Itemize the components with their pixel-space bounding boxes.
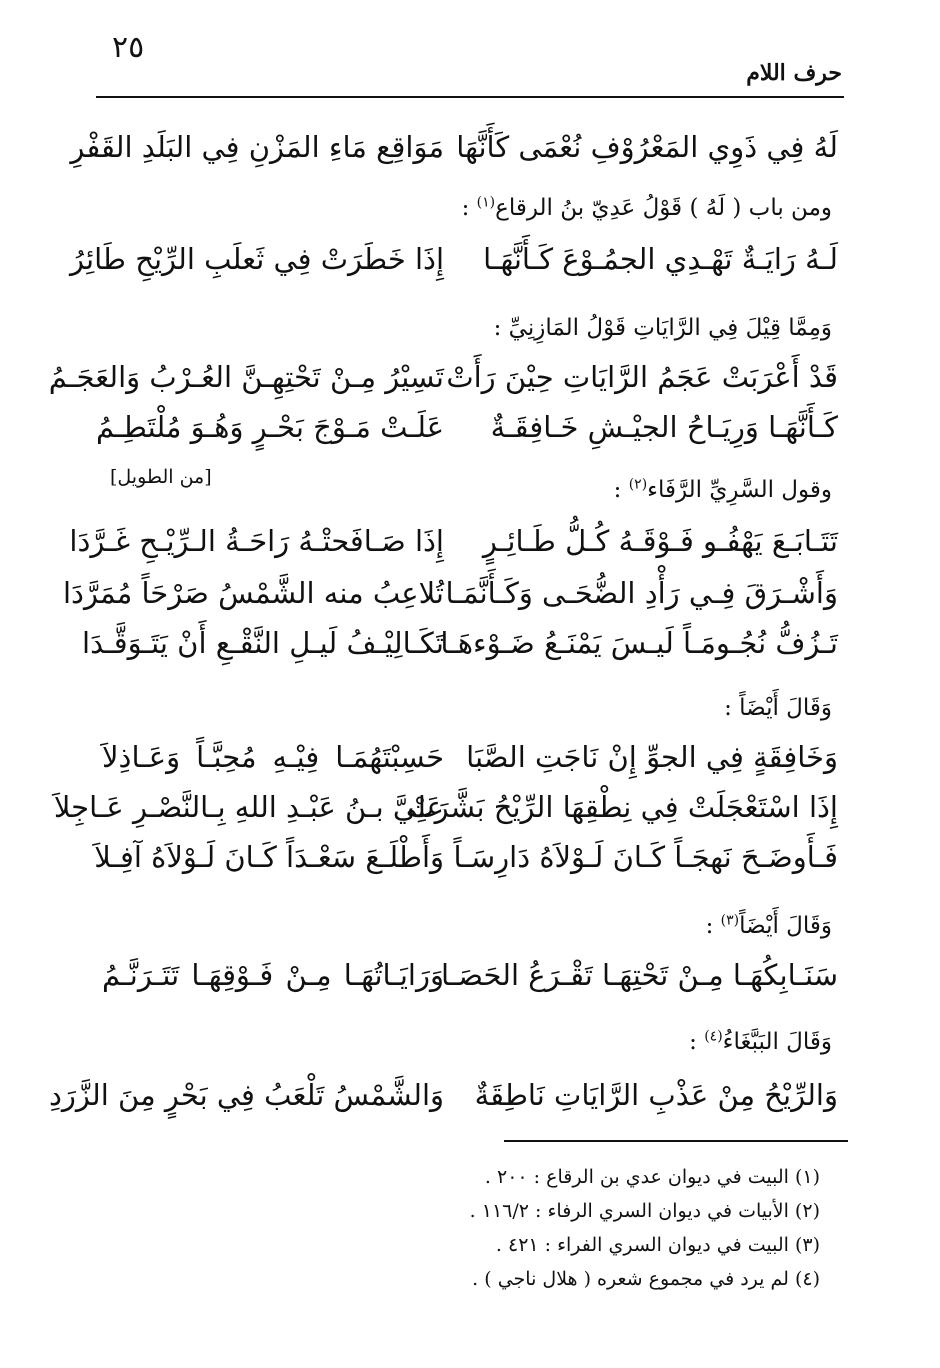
intro-text: وَمِمَّا قِيْلَ فِي الرَّايَاتِ قَوْلُ المَازِنِيِّ : [493,315,832,341]
verse-second-hemistich: تُلاعِبُ منه الشَّمْسُ صَرْحَاً مُمَرَّدَا [62,576,444,610]
footnote-marker: (١) [476,194,496,211]
intro-colon: : [461,195,477,221]
verse-first-hemistich: وَأَشْـرَقَ فِـي رَأْدِ الضُّحَـى وَكَـأَنَّمَـا [445,576,838,610]
verse-second-hemistich: وَالشَّمْسُ تَلْعَبُ فِي بَحْرٍ مِنَ الزَّرَدِ [49,1078,444,1112]
verse-line [96,950,844,1000]
intro-text: وَقَالَ البَبَّغَاءُ [722,1029,832,1055]
verse-second-hemistich: مَوَاقِع مَاءِ المَزْنِ فِي البَلَدِ القَفْرِ [70,130,444,164]
intro-text: وقول السَّرِيِّ الرَّفَاء [647,477,832,503]
intro-text: وَقَالَ أَيْضَاً [739,913,832,939]
intro-colon: : [613,477,629,503]
verse-line [82,618,844,668]
verse-first-hemistich: لَـهُ رَايَـةٌ تَهْـدِي الجمُـوْعَ كَـأَنَّهَـا [483,242,838,276]
verse-first-hemistich: إِذَا اسْتَعْجَلَتْ فِي نِطْقِهَا الرِّيْحُ بَشَّرَتْ [407,790,838,824]
verse-first-hemistich: لَهُ فِي ذَوِي المَعْرُوْفِ نُعْمَى كَأَنَّهَا [456,130,838,164]
verse-first-hemistich: تَـزُفُّ نُجُـومَـاً لَيـسَ يَمْنَـعُ ضَـوْءهَـا [440,626,838,660]
intro-colon: : [705,913,721,939]
footnote: (٣) البيت في ديوان السري الفراء : ٤٢١ . [495,1234,820,1256]
verse-first-hemistich: تَتَـابَـعَ يَهْفُـو فَـوْقَـهُ كُـلُّ طَـائِـرٍ [482,524,838,558]
header-divider [96,96,844,98]
verse-second-hemistich: عَلَـتْ مَـوْجَ بَحْـرٍ وَهُـوَ مُلْتَطِـمُ [95,410,444,444]
verse-line [48,352,844,402]
intro-text: وَقَالَ أَيْضَاً : [724,695,832,721]
verse-line [96,732,844,782]
meter-label: [من الطويل] [110,466,212,488]
verse-second-hemistich: تَكَـالِيْـفُ لَيـلِ النَّقْـعِ أَنْ يَتَـوَقَّـدَا [82,626,444,660]
footnote: (٤) لم يرد في مجموع شعره ( هلال ناجي ) . [472,1268,820,1290]
verse-line [96,832,844,882]
verse-second-hemistich: تَسِيْرُ مِـنْ تَحْتِهِـنَّ العُـرْبُ وَالعَجَـمُ [48,360,444,394]
poet-introduction [494,306,832,350]
verse-line [96,402,844,452]
verse-second-hemistich: عَلِيَّ بـنُ عَبْـدِ اللهِ بِـالنَّصْـرِ عَـاجِلاَ [53,790,444,824]
poet-introduction [689,1020,832,1064]
verse-first-hemistich: فَـأَوضَـحَ نَهجَـاً كَـانَ لَـوْلاَهُ دَارِسَـاً [453,840,838,874]
poet-introduction [462,186,832,230]
verse-line [53,782,844,832]
verse-first-hemistich: وَخَافِقَةٍ فِي الجوِّ إِنْ نَاجَتِ الصَّبَا [466,740,838,774]
verse-line [62,568,844,618]
verse-second-hemistich: إِذَا صَـافَحتْـهُ رَاحَـةُ الـرِّيْـحِ غَـرَّدَا [69,524,444,558]
page-number: ٢٥ [112,30,145,65]
verse-second-hemistich: وَأَطْلَـعَ سَعْـدَاً كَـانَ لَـوْلاَهُ آفِـلاَ [94,840,444,874]
poet-introduction [706,904,832,948]
footnotes [260,1160,820,1296]
intro-text: ومن باب ( لَهُ ) قَوْلُ عَدِيّ بنُ الرقاع [495,195,832,221]
verse-first-hemistich: كَـأَنَّهَـا وَرِيَـاحُ الجيْـشِ خَـافِقَـةٌ [490,410,838,444]
footnote-marker: (٢) [628,476,648,493]
verse-first-hemistich: سَنَـابِكُهَـا مِـنْ تَحْتِهَـا تَقْـرَعُ الحَصَـا [440,958,838,992]
poet-introduction [724,686,832,730]
verse-line [70,122,844,172]
intro-colon: : [689,1029,705,1055]
verse-first-hemistich: قَدْ أَعْرَبَتْ عَجَمُ الرَّايَاتِ حِيْنَ رَأَتْ [446,360,838,394]
verse-first-hemistich: وَالرِّيْحُ مِنْ عَذْبِ الرَّايَاتِ نَاطِقَةٌ [474,1078,838,1112]
footnote-divider [504,1140,848,1142]
footnote: (١) البيت في ديوان عدي بن الرقاع : ٢٠٠ . [484,1166,820,1188]
running-head: حرف اللام [746,60,842,86]
footnote-marker: (٤) [704,1028,723,1045]
verse-second-hemistich: إِذَا خَطَرَتْ فِي ثَعلَبِ الرِّيْحِ طَائِرُ [70,242,444,276]
verse-line [70,234,844,284]
verse-line [69,516,844,566]
footnote-marker: (٣) [720,912,740,929]
footnote: (٢) الأبيات في ديوان السري الرفاء : ١١٦/٢ . [469,1200,820,1222]
verse-second-hemistich: وَرَايَـاتُهَـا مِـنْ فَـوْقِهَـا تَتَـرَنَّـمُ [102,958,444,992]
verse-line [49,1070,844,1120]
verse-second-hemistich: حَسِبْتَهُمَـا فِيْـهِ مُحِبَّـاً وَعَـاذِلاَ [102,740,444,774]
poet-introduction [614,468,832,512]
